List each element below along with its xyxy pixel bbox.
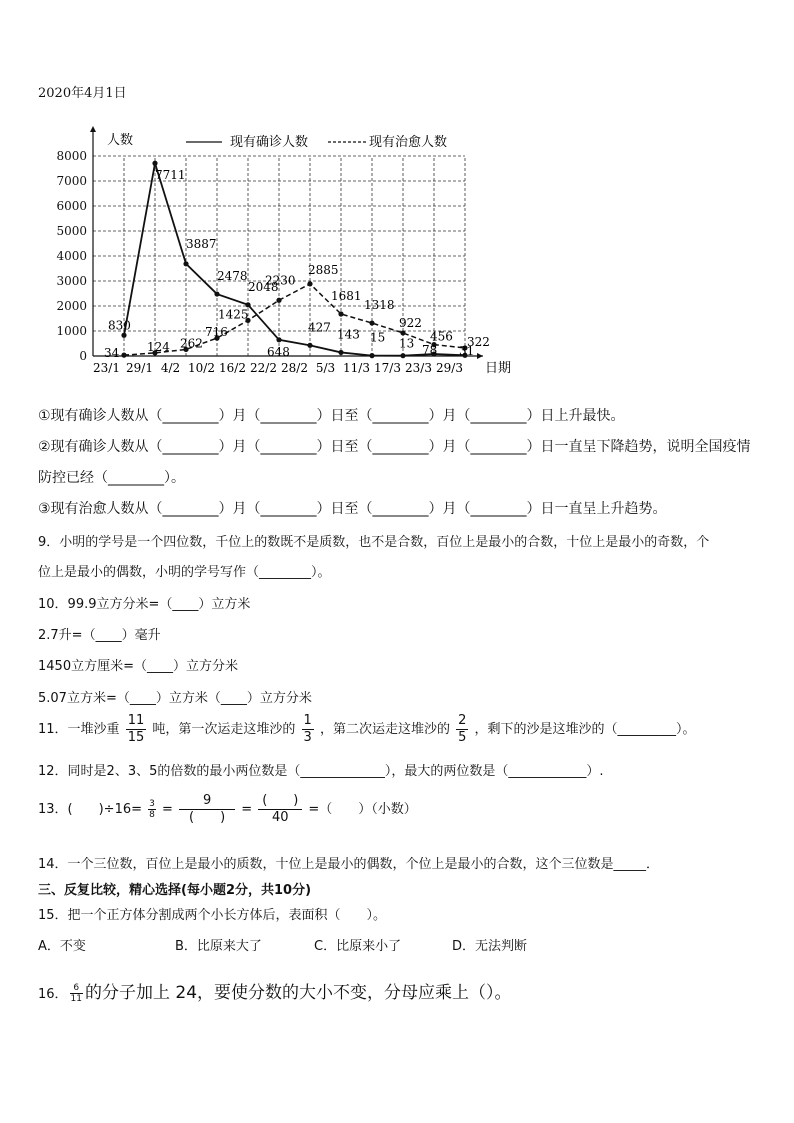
- data-label-confirmed: 7711: [155, 168, 186, 183]
- data-point-confirmed: [183, 261, 188, 266]
- question-15-option-a: A．不变: [38, 939, 86, 954]
- y-tick-label: 7000: [56, 174, 87, 188]
- data-label-cured: 1425: [218, 307, 249, 322]
- question-15: 15．把一个正方体分割成两个小长方体后，表面积（ ）。: [38, 908, 387, 923]
- data-point-confirmed: [121, 333, 126, 338]
- fraction-6-11: $\frac{6}{11}$: [70, 982, 82, 1004]
- question-16: [38, 978, 512, 1004]
- y-tick-label: 6000: [56, 199, 87, 213]
- question-11-text-3: ，第二次运走这堆沙的: [319, 722, 450, 737]
- data-label-confirmed: 15: [370, 330, 386, 345]
- data-point-confirmed: [276, 337, 281, 342]
- data-label-confirmed: 648: [267, 344, 290, 359]
- data-label-confirmed: 13: [399, 336, 415, 351]
- x-tick-label: 17/3: [374, 361, 401, 375]
- x-axis-arrow: [477, 353, 483, 359]
- legend-label-confirmed: 现有确诊人数: [230, 135, 309, 150]
- x-tick-label: 22/2: [250, 361, 277, 375]
- data-label-confirmed: 3887: [186, 236, 217, 251]
- data-label-confirmed: 31: [459, 344, 475, 359]
- x-tick-label: 4/2: [160, 361, 181, 375]
- question-10b: 2.7升=（____）毫升: [38, 628, 161, 643]
- data-point-cured: [121, 353, 126, 358]
- y-tick-label: 4000: [56, 249, 87, 263]
- question-8-part-2-line-2: 防控已经（________）。: [38, 470, 185, 486]
- question-13: [38, 793, 417, 826]
- question-16-text: 的分子加上 24，要使分数的大小不变，分母应乘上（）。: [85, 983, 512, 1003]
- data-point-cured: [400, 330, 405, 335]
- data-point-confirmed: [152, 161, 157, 166]
- question-16-number: 16．: [38, 987, 68, 1002]
- x-axis-label: 日期: [485, 361, 512, 376]
- data-label-cured: 124: [147, 339, 170, 354]
- question-11: [38, 713, 696, 746]
- question-10d: 5.07立方米=（____）立方米（____）立方分米: [38, 691, 312, 706]
- data-label-cured: 262: [180, 336, 203, 351]
- y-axis-arrow: [90, 126, 96, 132]
- data-label-cured: 34: [104, 346, 120, 361]
- y-tick-label: 8000: [56, 149, 87, 163]
- data-point-cured: [338, 311, 343, 316]
- x-tick-label: 23/3: [405, 361, 432, 375]
- question-9-line-1: 9．小明的学号是一个四位数，千位上的数既不是质数，也不是合数，百位上是最小的合数，十位上是最小的奇数，个: [38, 535, 710, 550]
- question-9-line-2: 位上是最小的偶数，小明的学号写作（________）。: [38, 565, 331, 580]
- data-label-cured: 2230: [265, 273, 296, 288]
- chart-labels: [104, 168, 490, 360]
- question-14: 14．一个三位数，百位上是最小的质数，十位上是最小的偶数，个位上是最小的合数，这个三位数是_____．: [38, 857, 660, 872]
- question-13-text-2: =（ ）（小数）: [308, 802, 417, 817]
- legend-label-cured: 现有治愈人数: [369, 135, 448, 150]
- line-chart: [0, 118, 794, 418]
- y-tick-label: 5000: [56, 224, 87, 238]
- y-tick-label: 2000: [56, 299, 87, 313]
- question-8-part-3: ③现有治愈人数从（________）月（________）日至（________）月（________）日一直呈上升趋势。: [38, 501, 667, 517]
- data-label-cured: 1318: [364, 298, 395, 313]
- x-tick-label: 10/2: [188, 361, 215, 375]
- x-tick-label: 11/3: [343, 361, 370, 375]
- data-label-cured: 922: [399, 315, 422, 330]
- chart-legend: [186, 134, 447, 150]
- question-11-text-2: 吨，第一次运走这堆沙的: [152, 722, 296, 737]
- data-label-cured: 456: [430, 329, 453, 344]
- x-tick-label: 29/3: [436, 361, 463, 375]
- page-date: 2020年4月1日: [38, 86, 127, 101]
- data-label-confirmed: 78: [422, 343, 438, 358]
- data-label-confirmed: 143: [337, 327, 360, 342]
- y-axis-label: 人数: [107, 133, 134, 148]
- question-10c: 1450立方厘米=（____）立方分米: [38, 659, 238, 674]
- data-point-confirmed: [214, 291, 219, 296]
- equals-sign: =: [162, 802, 173, 817]
- x-tick-label: 29/1: [126, 361, 153, 375]
- data-point-confirmed: [400, 353, 405, 358]
- x-tick-label: 23/1: [93, 361, 120, 375]
- data-point-confirmed: [307, 343, 312, 348]
- data-point-confirmed: [369, 353, 374, 358]
- data-label-confirmed: 2048: [248, 279, 279, 294]
- x-tick-label: 28/2: [281, 361, 308, 375]
- question-11-text-4: ，剩下的沙是这堆沙的（_________）。: [474, 722, 696, 737]
- data-label-cured: 716: [205, 325, 228, 340]
- x-tick-label: 16/2: [219, 361, 246, 375]
- section-3-heading: 三、反复比较，精心选择(每小题2分，共10分): [38, 883, 312, 898]
- question-15-option-b: B．比原来大了: [175, 939, 262, 954]
- data-label-confirmed: 427: [308, 320, 331, 335]
- y-tick-label: 0: [79, 349, 87, 363]
- fraction-2-5: $\frac{2}{5}$: [458, 713, 467, 745]
- question-8-part-2-line-1: ②现有确诊人数从（________）月（________）日至（________）月（________）日一直呈下降趋势，说明全国疫情: [38, 439, 751, 455]
- question-11-text-1: 11．一堆沙重: [38, 722, 120, 737]
- fraction-blank-over-40: $\frac{( )}{40}$: [258, 793, 302, 826]
- data-label-cured: 322: [467, 334, 490, 349]
- question-13-text-1: 13．( )÷16=: [38, 802, 143, 817]
- fraction-3-8: $\frac{3}{8}$: [149, 799, 155, 820]
- data-label-cured: 1681: [331, 288, 362, 303]
- question-12: 12．同时是2、3、5的倍数的最小两位数是（_____________），最大的两位数是（____________）.: [38, 764, 604, 779]
- question-8-part-1: ①现有确诊人数从（________）月（________）日至（________）月（________）日上升最快。: [38, 408, 625, 424]
- data-label-confirmed: 830: [108, 318, 131, 333]
- fraction-11-15: $\frac{11}{15}$: [127, 713, 145, 745]
- question-10a: 10．99.9立方分米=（____）立方米: [38, 597, 251, 612]
- data-point-cured: [369, 320, 374, 325]
- x-tick-label: 5/3: [315, 361, 336, 375]
- y-tick-label: 3000: [56, 274, 87, 288]
- question-15-option-d: D．无法判断: [452, 939, 528, 954]
- question-15-option-c: C．比原来小了: [314, 939, 402, 954]
- data-point-confirmed: [338, 350, 343, 355]
- data-label-confirmed: 2478: [217, 269, 248, 284]
- data-point-cured: [276, 298, 281, 303]
- equals-sign: =: [241, 802, 253, 817]
- fraction-1-3: $\frac{1}{3}$: [303, 713, 312, 745]
- data-label-cured: 2885: [308, 262, 339, 277]
- fraction-9-over-blank: $\frac{9}{( )}$: [179, 793, 235, 826]
- y-tick-label: 1000: [56, 324, 87, 338]
- data-point-cured: [307, 281, 312, 286]
